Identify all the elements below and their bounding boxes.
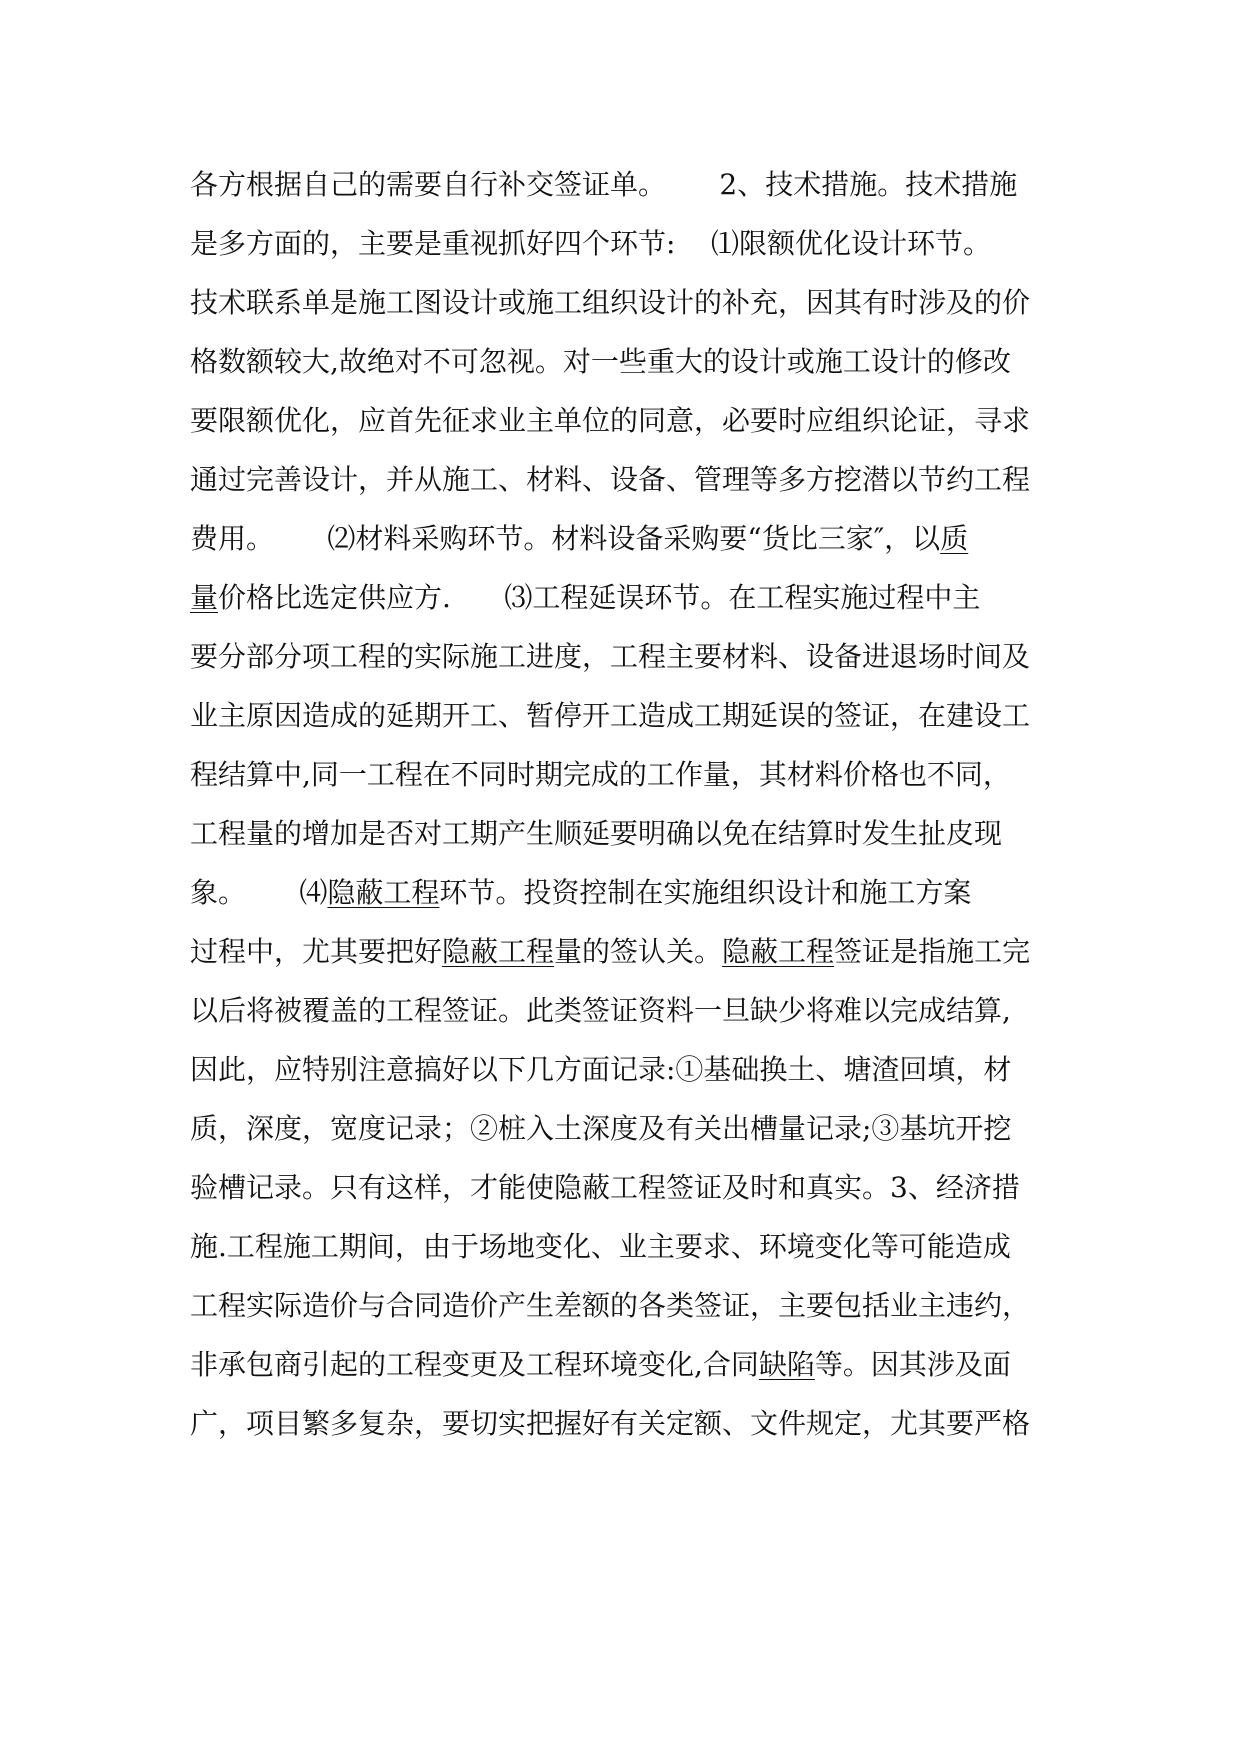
body-text (190, 155, 1060, 1453)
underlined-term: 缺陷 (758, 1348, 815, 1381)
text-line (190, 745, 1060, 804)
text-line (190, 1158, 1060, 1217)
text-segment: 量的签认关。 (554, 935, 723, 968)
text-line (190, 1335, 1060, 1394)
text-segment: 是多方面的，主要是重视抓好四个环节: ⑴限额优化设计环节。 (190, 227, 992, 260)
text-segment: 格数额较大,故绝对不可忽视。对一些重大的设计或施工设计的修改 (190, 345, 1011, 378)
underlined-term: 隐蔽工程 (327, 876, 440, 909)
text-line (190, 686, 1060, 745)
text-segment: 工程量的增加是否对工期产生顺延要明确以免在结算时发生扯皮现 (190, 817, 1003, 850)
text-line (190, 273, 1060, 332)
text-segment: 验槽记录。只有这样，才能使隐蔽工程签证及时和真实。3、经济措 (190, 1171, 1020, 1204)
text-segment: 各方根据自己的需要自行补交签证单。 2、技术措施。技术措施 (190, 168, 1018, 201)
text-segment: 质，深度，宽度记录；②桩入土深度及有关出槽量记录;③基坑开挖 (190, 1112, 1012, 1145)
text-line (190, 509, 1060, 568)
text-segment: 施.工程施工期间，由于场地变化、业主要求、环境变化等可能造成 (190, 1230, 1011, 1263)
text-line (190, 804, 1060, 863)
text-line (190, 863, 1060, 922)
text-segment: 签证是指施工完 (834, 935, 1031, 968)
text-line (190, 568, 1060, 627)
text-line (190, 1040, 1060, 1099)
text-line (190, 1217, 1060, 1276)
text-segment: 环节。投资控制在实施组织设计和施工方案 (439, 876, 972, 909)
text-segment: 非承包商引起的工程变更及工程环境变化,合同 (190, 1348, 759, 1381)
underlined-term: 质 (940, 522, 969, 555)
text-segment: 因此，应特别注意搞好以下几方面记录:①基础换土、塘渣回填，材 (190, 1053, 1012, 1086)
text-line (190, 627, 1060, 686)
text-segment: 工程实际造价与合同造价产生差额的各类签证，主要包括业主违约， (190, 1289, 1031, 1322)
text-line (190, 450, 1060, 509)
text-segment: 价格比选定供应方. ⑶工程延误环节。在工程实施过程中主 (218, 581, 981, 614)
text-segment: 费用。 ⑵材料采购环节。材料设备采购要“货比三家″，以 (190, 522, 941, 555)
text-line (190, 1099, 1060, 1158)
text-segment: 要限额优化，应首先征求业主单位的同意，必要时应组织论证，寻求 (190, 404, 1031, 437)
text-line (190, 155, 1060, 214)
text-line (190, 1276, 1060, 1335)
text-segment: 业主原因造成的延期开工、暂停开工造成工期延误的签证，在建设工 (190, 699, 1031, 732)
underlined-term: 量 (190, 581, 219, 614)
text-segment: 广，项目繁多复杂，要切实把握好有关定额、文件规定，尤其要严格 (190, 1407, 1031, 1440)
text-segment: 要分部分项工程的实际施工进度，工程主要材料、设备进退场时间及 (190, 640, 1031, 673)
text-line (190, 391, 1060, 450)
text-line (190, 332, 1060, 391)
text-segment: 过程中，尤其要把好 (190, 935, 443, 968)
underlined-term: 隐蔽工程 (722, 935, 835, 968)
text-segment: 程结算中,同一工程在不同时期完成的工作量，其材料价格也不同， (190, 758, 1011, 791)
text-segment: 等。因其涉及面 (814, 1348, 1011, 1381)
text-line (190, 922, 1060, 981)
text-segment: 以后将被覆盖的工程签证。此类签证资料一旦缺少将难以完成结算, (190, 994, 1011, 1027)
text-segment: 通过完善设计，并从施工、材料、设备、管理等多方挖潜以节约工程 (190, 463, 1031, 496)
text-line (190, 981, 1060, 1040)
text-segment: 技术联系单是施工图设计或施工组织设计的补充，因其有时涉及的价 (190, 286, 1031, 319)
underlined-term: 隐蔽工程 (442, 935, 555, 968)
text-line (190, 214, 1060, 273)
text-line (190, 1394, 1060, 1453)
text-segment: 象。 ⑷ (190, 876, 328, 909)
